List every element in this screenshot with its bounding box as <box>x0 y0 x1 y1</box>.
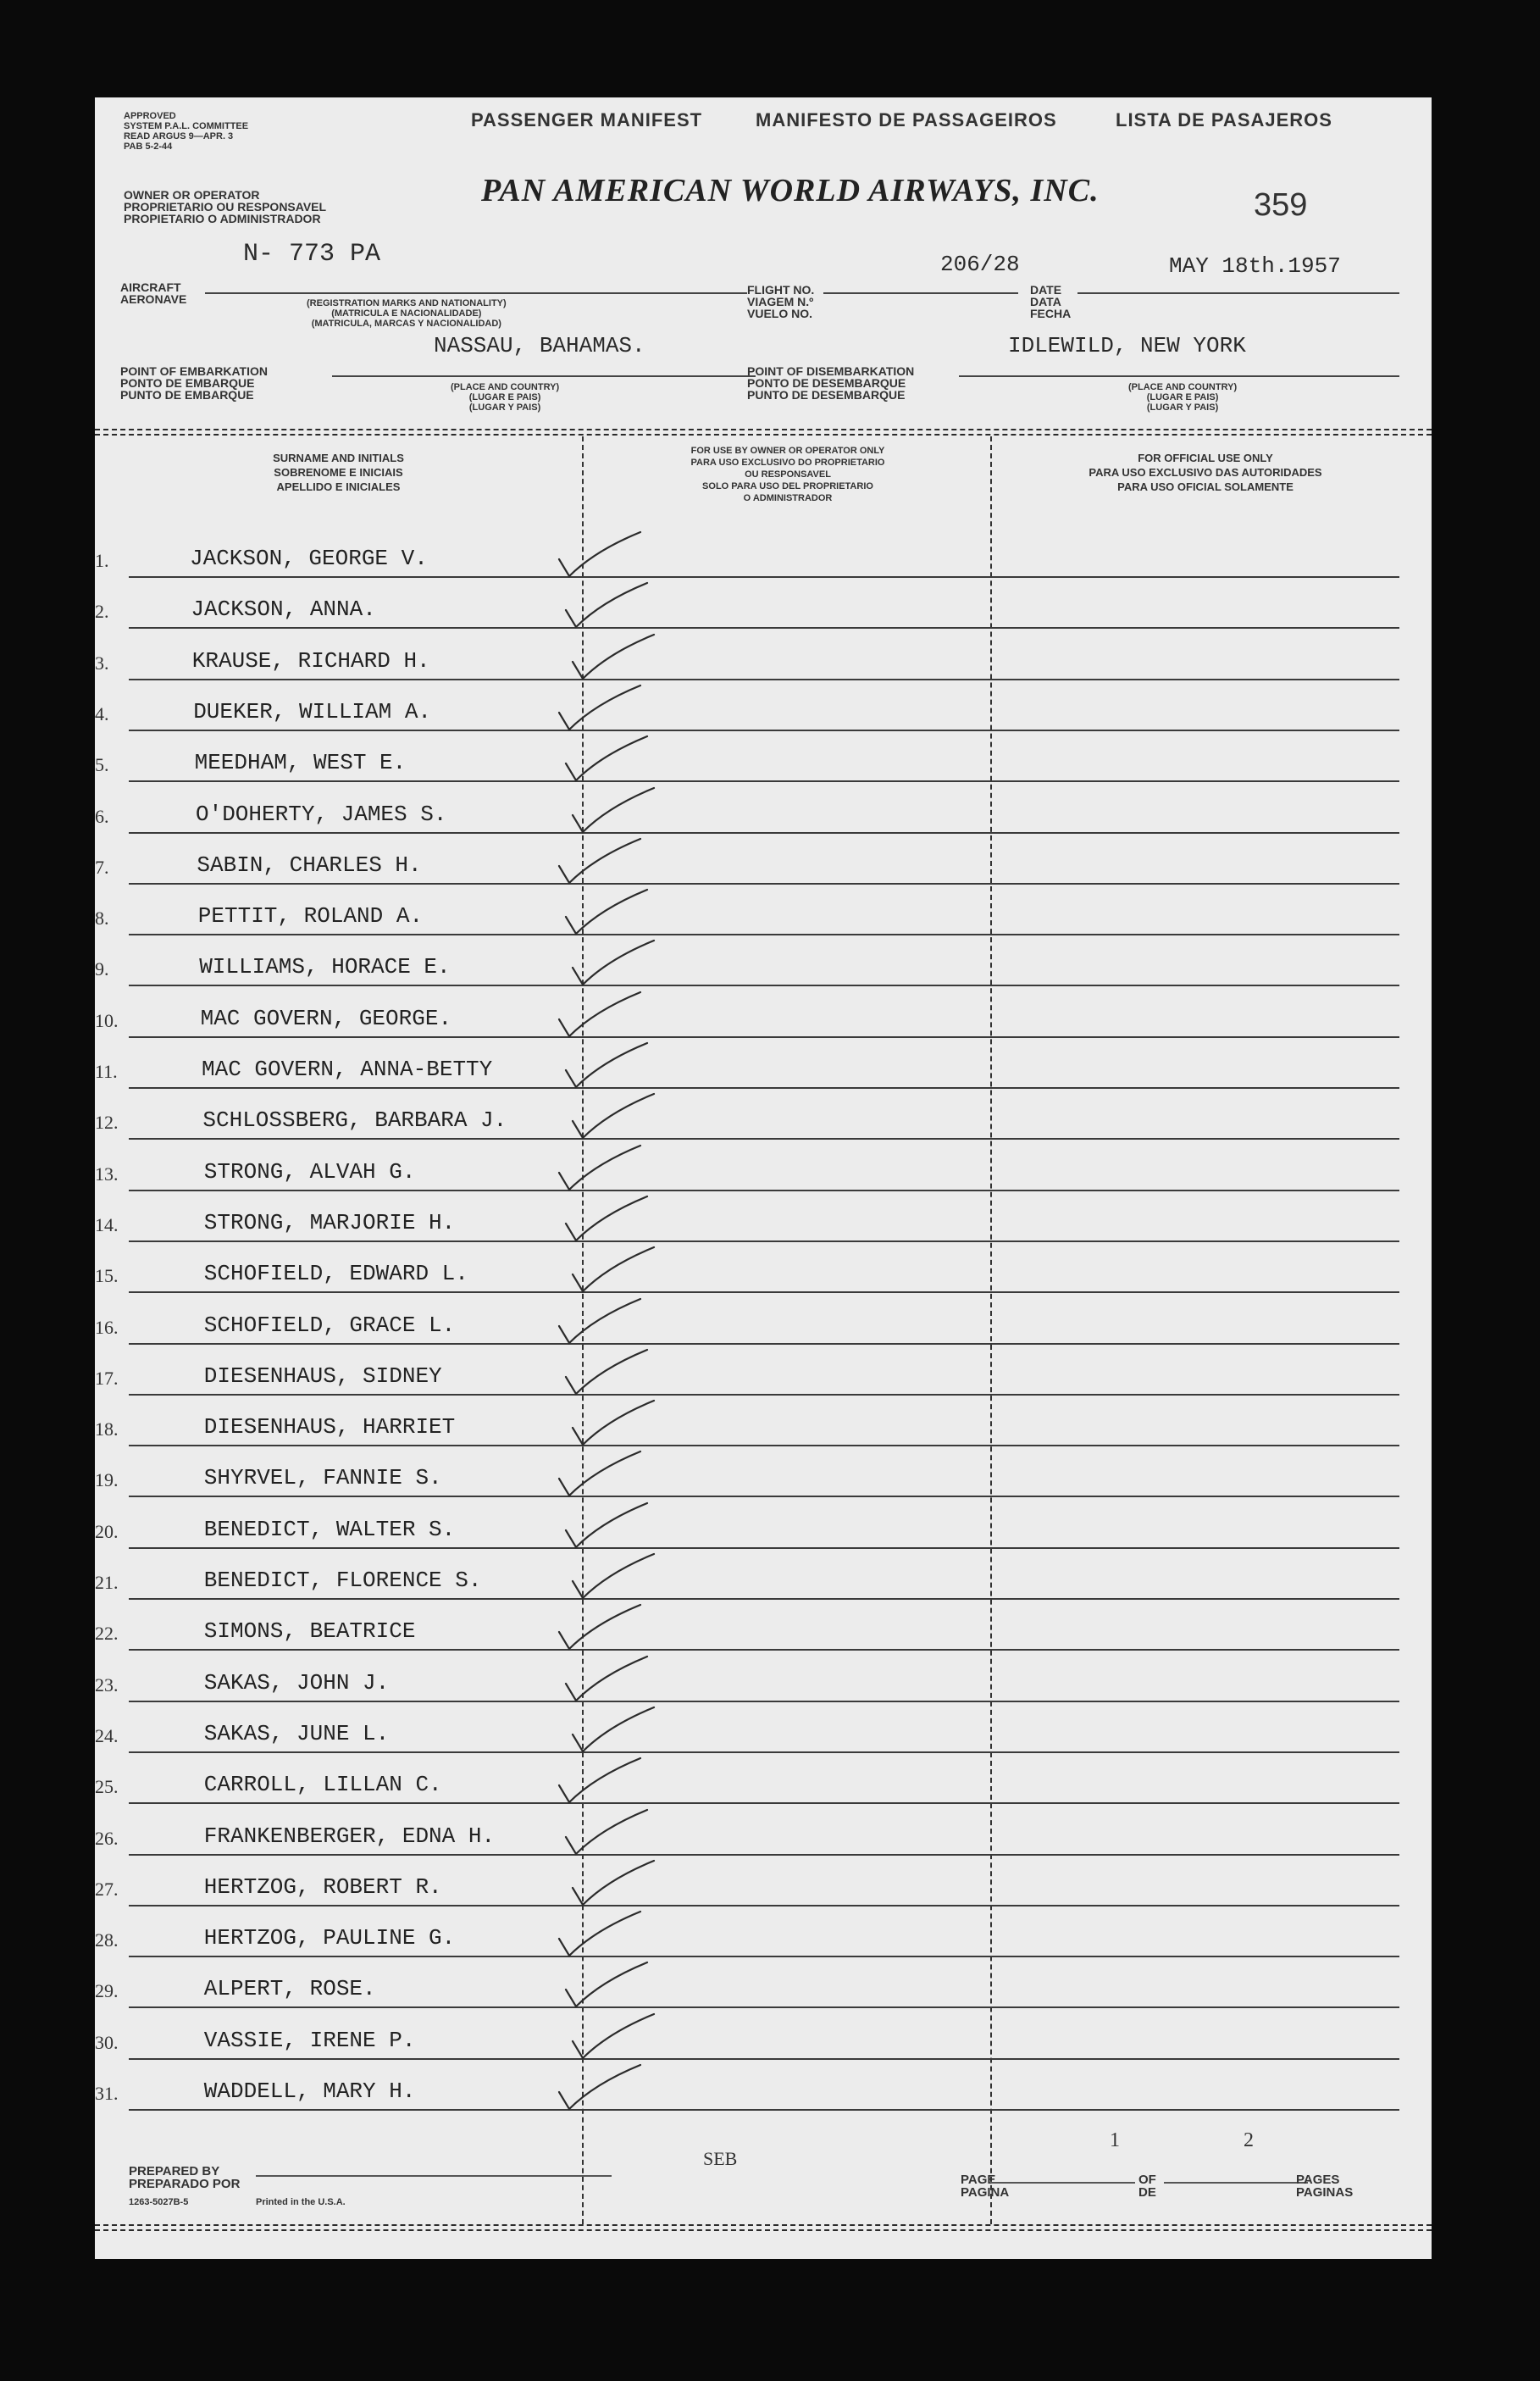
of-label: OF DE <box>1138 2173 1156 2200</box>
row-rule <box>129 1854 1399 1856</box>
passenger-name: PETTIT, ROLAND A. <box>197 903 424 930</box>
header-rule <box>95 429 1432 430</box>
preparer-initials: SEB <box>703 2148 738 2169</box>
passenger-name: SCHOFIELD, EDWARD L. <box>203 1261 468 1287</box>
passenger-name: SABIN, CHARLES H. <box>197 852 422 878</box>
title-en: PASSENGER MANIFEST <box>471 109 703 130</box>
row-number: 4. <box>95 702 109 724</box>
flight-date: MAY 18th.1957 <box>1169 253 1341 279</box>
row-rule <box>129 1087 1399 1089</box>
page-line <box>991 2182 1135 2184</box>
flight-number: 206/28 <box>940 252 1020 277</box>
disembarkation-label: POINT OF DISEMBARKATION PONTO DE DESEMBARQUE PUNTO DE DESEMBARQUE <box>747 364 915 402</box>
approval-line: SYSTEM P.A.L. COMMITTEE <box>124 121 249 131</box>
row-rule <box>129 934 1399 935</box>
row-number: 30. <box>95 2031 119 2053</box>
row-rule <box>129 2109 1399 2111</box>
row-number: 25. <box>95 1776 119 1798</box>
owner-label: OWNER OR OPERATOR PROPRIETARIO OU RESPONSAVEL PROPIETARIO O ADMINISTRADOR <box>124 188 327 225</box>
row-number: 8. <box>95 907 109 930</box>
aircraft-underline <box>205 292 747 294</box>
aircraft-label: AIRCRAFT AERONAVE <box>120 280 187 306</box>
printed-in: Printed in the U.S.A. <box>256 2197 346 2207</box>
manifest-page <box>95 97 1432 2259</box>
row-number: 24. <box>95 1724 119 1746</box>
approval-line: READ ARGUS 9—APR. 3 <box>124 131 234 142</box>
row-rule <box>129 730 1399 731</box>
row-number: 12. <box>95 1112 119 1134</box>
row-rule <box>129 627 1399 629</box>
row-rule <box>129 1496 1399 1497</box>
flight-label: FLIGHT NO. VIAGEM N.º VUELO NO. <box>747 283 815 320</box>
row-rule <box>129 1138 1399 1140</box>
passenger-name: WADDELL, MARY H. <box>203 2079 416 2104</box>
passenger-name: SCHOFIELD, GRACE L. <box>203 1312 456 1338</box>
row-number: 28. <box>95 1929 119 1951</box>
column-header-official: FOR OFFICIAL USE ONLY PARA USO EXCLUSIVO DAS AUTORIDADES PARA USO OFICIAL SOLAMENTE <box>1089 452 1322 493</box>
embarkation-place: NASSAU, BAHAMAS. <box>434 333 645 358</box>
title-pt: MANIFESTO DE PASSAGEIROS <box>756 109 1057 130</box>
passenger-name: SHYRVEL, FANNIE S. <box>203 1465 442 1491</box>
title-es: LISTA DE PASAJEROS <box>1116 109 1332 130</box>
passenger-name: MEEDHAM, WEST E. <box>194 750 407 776</box>
row-number: 3. <box>95 652 109 674</box>
row-rule <box>129 1394 1399 1396</box>
row-rule <box>129 1701 1399 1702</box>
total-pages: 2 <box>1244 2129 1254 2151</box>
row-rule <box>129 2058 1399 2060</box>
row-number: 1. <box>95 550 109 571</box>
row-number: 14. <box>95 1213 119 1235</box>
passenger-name: SAKAS, JOHN J. <box>203 1669 390 1696</box>
row-rule <box>129 1240 1399 1242</box>
embarkation-underline <box>332 375 756 377</box>
row-number: 20. <box>95 1520 119 1542</box>
row-number: 17. <box>95 1367 119 1389</box>
approval-block <box>124 111 248 152</box>
row-number: 18. <box>95 1418 119 1440</box>
row-rule <box>129 1547 1399 1549</box>
passenger-name: BENEDICT, FLORENCE S. <box>203 1568 482 1593</box>
footer-rule <box>95 2229 1432 2231</box>
passenger-name: DIESENHAUS, HARRIET <box>203 1414 456 1440</box>
prepared-by-label: PREPARED BY PREPARADO POR <box>129 2164 241 2191</box>
row-rule <box>129 1802 1399 1804</box>
row-number: 26. <box>95 1827 119 1849</box>
passenger-name: ALPERT, ROSE. <box>203 1976 376 2002</box>
registration-label: (REGISTRATION MARKS AND NATIONALITY) (MATRICULA E NACIONALIDADE) (MATRICULA, MARCAS Y NACIONALIDAD) <box>307 298 507 329</box>
approval-line: APPROVED <box>124 111 176 121</box>
passenger-name: STRONG, MARJORIE H. <box>203 1209 456 1235</box>
row-rule <box>129 576 1399 578</box>
row-rule <box>129 1291 1399 1293</box>
page-label: PAGE PAGINA <box>961 2173 1010 2200</box>
passenger-name: MAC GOVERN, GEORGE. <box>200 1005 452 1031</box>
row-rule <box>129 1445 1399 1446</box>
airline-name: PAN AMERICAN WORLD AIRWAYS, INC. <box>481 173 1100 208</box>
row-number: 5. <box>95 754 109 776</box>
passenger-name: JACKSON, GEORGE V. <box>190 546 428 571</box>
of-line <box>1164 2182 1308 2184</box>
passenger-name: BENEDICT, WALTER S. <box>203 1516 456 1542</box>
row-number: 16. <box>95 1316 119 1338</box>
row-rule <box>129 985 1399 986</box>
check-mark-icon <box>552 2058 645 2117</box>
row-rule <box>129 1343 1399 1345</box>
row-number: 9. <box>95 958 109 980</box>
row-number: 15. <box>95 1265 119 1287</box>
row-rule <box>129 1598 1399 1600</box>
page-number: 1 <box>1110 2129 1120 2151</box>
form-number: 1263-5027B-5 <box>129 2197 189 2207</box>
row-number: 7. <box>95 856 109 878</box>
flight-underline <box>823 292 1018 294</box>
row-rule <box>129 1649 1399 1651</box>
passenger-name: O'DOHERTY, JAMES S. <box>196 801 447 827</box>
header-rule <box>95 434 1432 436</box>
row-number: 6. <box>95 805 109 827</box>
passenger-name: JACKSON, ANNA. <box>191 597 376 623</box>
passenger-name: WILLIAMS, HORACE E. <box>199 954 451 980</box>
passenger-name: SAKAS, JUNE L. <box>203 1720 390 1746</box>
row-rule <box>129 832 1399 834</box>
row-rule <box>129 1905 1399 1906</box>
embarkation-place-label: (PLACE AND COUNTRY) (LUGAR E PAIS) (LUGAR Y PAIS) <box>451 382 560 413</box>
pages-label: PAGES PAGINAS <box>1296 2173 1354 2200</box>
row-number: 31. <box>95 2083 119 2104</box>
passenger-name: SCHLOSSBERG, BARBARA J. <box>202 1107 507 1134</box>
passenger-name: CARROLL, LILLAN C. <box>203 1772 442 1798</box>
passenger-name: STRONG, ALVAH G. <box>203 1158 416 1185</box>
row-number: 27. <box>95 1878 119 1900</box>
row-number: 13. <box>95 1163 119 1185</box>
page-stamp: 359 <box>1254 187 1308 223</box>
row-rule <box>129 1190 1399 1191</box>
row-rule <box>129 780 1399 782</box>
row-number: 29. <box>95 1980 119 2002</box>
row-rule <box>129 1751 1399 1753</box>
passenger-name: KRAUSE, RICHARD H. <box>191 647 430 674</box>
row-rule <box>129 2006 1399 2008</box>
footer-rule <box>95 2224 1432 2226</box>
disembarkation-place: IDLEWILD, NEW YORK <box>1008 333 1246 358</box>
row-number: 2. <box>95 601 109 623</box>
column-header-name: SURNAME AND INITIALS SOBRENOME E INICIAIS APELLIDO E INICIALES <box>273 452 404 493</box>
row-rule <box>129 883 1399 885</box>
row-rule <box>129 679 1399 680</box>
passenger-name: VASSIE, IRENE P. <box>203 2027 416 2053</box>
row-rule <box>129 1036 1399 1038</box>
prepared-by-line <box>256 2175 612 2177</box>
row-number: 11. <box>95 1061 118 1082</box>
passenger-name: HERTZOG, PAULINE G. <box>203 1925 456 1951</box>
row-number: 19. <box>95 1469 119 1491</box>
date-underline <box>1077 292 1399 294</box>
row-rule <box>129 1956 1399 1957</box>
column-header-owner: FOR USE BY OWNER OR OPERATOR ONLY PARA USO EXCLUSIVO DO PROPRIETARIO OU RESPONSAVEL SOLO PARA USO DEL PROPRIETARIO O ADMINISTRADOR <box>690 446 885 503</box>
row-number: 22. <box>95 1623 119 1645</box>
passenger-name: MAC GOVERN, ANNA-BETTY <box>202 1057 493 1082</box>
passenger-name: HERTZOG, ROBERT R. <box>203 1873 442 1900</box>
row-number: 21. <box>95 1572 119 1593</box>
passenger-name: DIESENHAUS, SIDNEY <box>203 1363 442 1389</box>
disembarkation-place-label: (PLACE AND COUNTRY) (LUGAR E PAIS) (LUGAR Y PAIS) <box>1128 382 1238 413</box>
passenger-name: SIMONS, BEATRICE <box>203 1618 416 1645</box>
row-number: 10. <box>95 1009 119 1031</box>
passenger-name: FRANKENBERGER, EDNA H. <box>203 1823 496 1849</box>
disembarkation-underline <box>959 375 1399 377</box>
passenger-name: DUEKER, WILLIAM A. <box>193 698 432 724</box>
aircraft-registration: N- 773 PA <box>243 240 381 269</box>
date-label: DATE DATA FECHA <box>1030 283 1072 320</box>
embarkation-label: POINT OF EMBARKATION PONTO DE EMBARQUE PUNTO DE EMBARQUE <box>120 364 268 402</box>
approval-line: PAB 5-2-44 <box>124 142 173 152</box>
row-number: 23. <box>95 1673 119 1696</box>
